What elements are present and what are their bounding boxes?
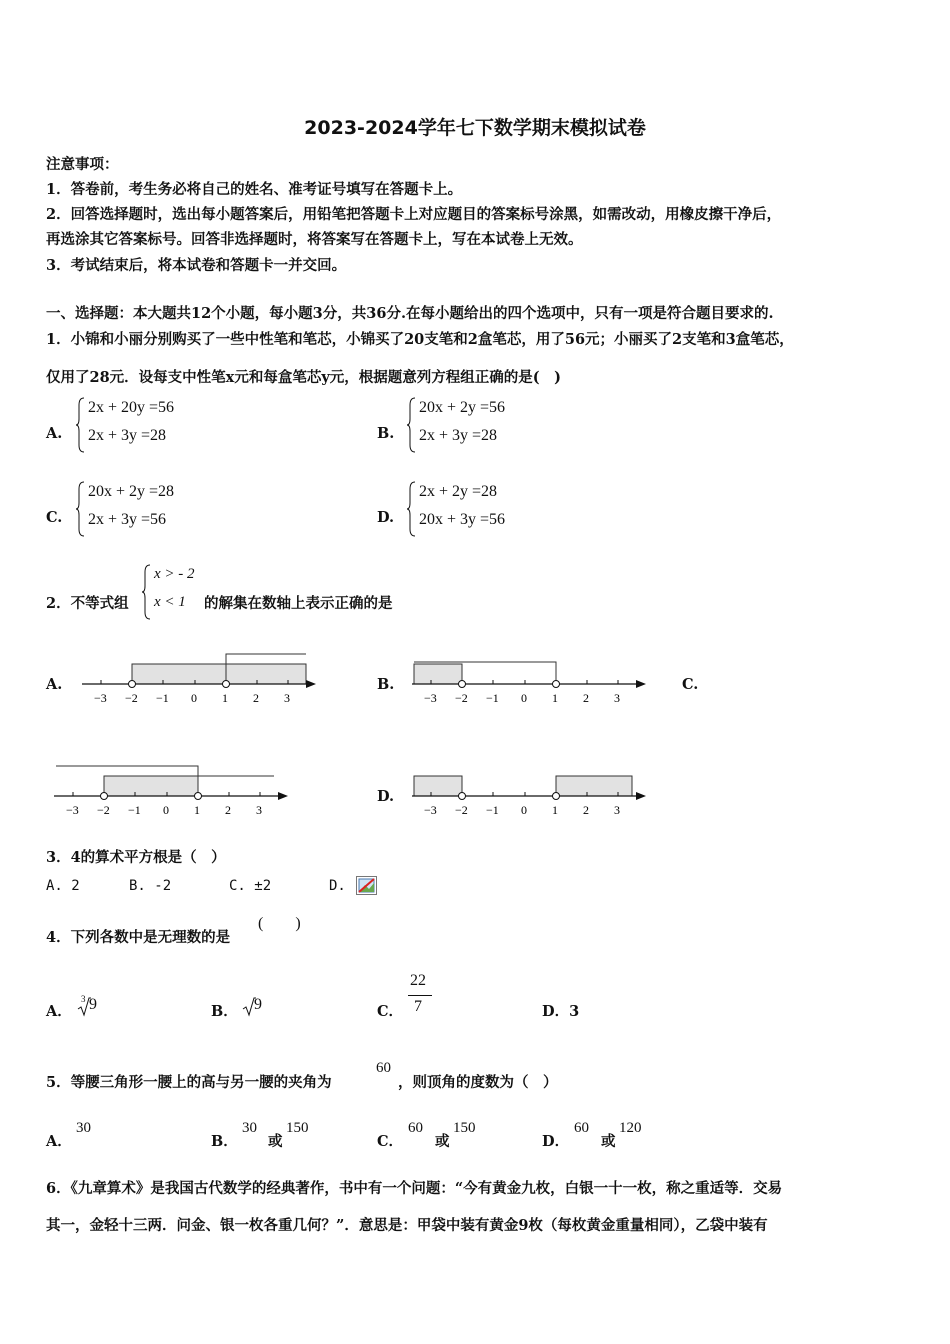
q1-option-c-system bbox=[76, 481, 216, 537]
tick-label: −2 bbox=[125, 691, 138, 705]
shaded-region bbox=[414, 664, 462, 684]
tick-label: −3 bbox=[424, 803, 437, 817]
q4-option-d: D．3 bbox=[542, 1003, 580, 1020]
arrow-icon bbox=[636, 680, 646, 688]
q2-option-c-numberline bbox=[52, 762, 292, 826]
tick-label: −1 bbox=[156, 691, 169, 705]
q4-answer-paren: ( ) bbox=[258, 915, 301, 932]
q5-option-b-or: 或 bbox=[268, 1133, 283, 1150]
q1-option-c-label: C. bbox=[46, 509, 63, 526]
tick-label: 2 bbox=[583, 803, 589, 817]
fraction-bar bbox=[408, 995, 432, 996]
tick-label: −3 bbox=[66, 803, 79, 817]
page-title: 2023-2024学年七下数学期末模拟试卷 bbox=[304, 117, 646, 139]
q2-option-c-label: C. bbox=[682, 676, 699, 693]
tick-label: 1 bbox=[552, 691, 558, 705]
tick-label: −2 bbox=[455, 803, 468, 817]
q2-option-a-label: A. bbox=[46, 676, 63, 693]
radicand: 9 bbox=[254, 996, 262, 1013]
q4-option-a-label: A． bbox=[46, 1003, 72, 1020]
tick-label: 1 bbox=[222, 691, 228, 705]
q1-option-d-system bbox=[407, 481, 547, 537]
q5-option-c-value2: 150 bbox=[453, 1120, 476, 1136]
q5-option-a-label: A． bbox=[46, 1133, 72, 1150]
q1-stem-line2: 仅用了28元．设每支中性笔x元和每盒笔芯y元，根据题意列方程组正确的是( ) bbox=[46, 369, 561, 386]
open-circle bbox=[459, 793, 466, 800]
arrow-icon bbox=[636, 792, 646, 800]
equation: 20x + 3y =56 bbox=[419, 511, 506, 528]
q1-option-a-label: A. bbox=[46, 425, 63, 442]
equation: 2x + 20y =56 bbox=[88, 399, 175, 416]
q1-stem-line1: 1．小锦和小丽分别购买了一些中性笔和笔芯，小锦买了20支笔和2盒笔芯，用了56元；小丽买了2支笔和3盒笔芯， bbox=[46, 331, 794, 348]
open-circle bbox=[223, 681, 230, 688]
brace-icon bbox=[407, 481, 417, 537]
inequality: x > - 2 bbox=[154, 566, 195, 582]
equation: 20x + 2y =28 bbox=[88, 483, 175, 500]
equation: 2x + 3y =28 bbox=[419, 427, 498, 444]
tick-label: 0 bbox=[521, 803, 527, 817]
notice-heading: 注意事项： bbox=[46, 156, 119, 173]
q5-option-b-value1: 30 bbox=[242, 1120, 257, 1136]
q2-option-d-numberline bbox=[410, 762, 655, 826]
numerator: 22 bbox=[410, 972, 426, 989]
open-circle bbox=[195, 793, 202, 800]
q5-option-d-value2: 120 bbox=[619, 1120, 642, 1136]
open-circle bbox=[553, 793, 560, 800]
q3-option-a: A. 2 bbox=[46, 878, 80, 894]
equation: 2x + 3y =56 bbox=[88, 511, 167, 528]
q2-option-a-numberline bbox=[80, 650, 320, 714]
q2-inequality-system bbox=[142, 564, 202, 620]
inequality: x < 1 bbox=[154, 594, 186, 610]
q1-option-a-system bbox=[76, 397, 216, 453]
tick-label: −1 bbox=[128, 803, 141, 817]
tick-label: 1 bbox=[552, 803, 558, 817]
q1-option-d-label: D. bbox=[377, 509, 395, 526]
q5-option-d-or: 或 bbox=[601, 1133, 616, 1150]
tick-label: 1 bbox=[194, 803, 200, 817]
q5-option-a-value: 30 bbox=[76, 1120, 91, 1136]
tick-label: −3 bbox=[424, 691, 437, 705]
notice-item: 3．考试结束后，将本试卷和答题卡一并交回。 bbox=[46, 257, 347, 274]
tick-label: 0 bbox=[521, 691, 527, 705]
q6-stem-line1: 6．《九章算术》是我国古代数学的经典著作，书中有一个问题：“今有黄金九枚，白银一十一枚，称之重适等．交易 bbox=[46, 1180, 783, 1197]
brace-icon bbox=[76, 397, 86, 453]
equation: 2x + 3y =28 bbox=[88, 427, 167, 444]
q5-option-b-value2: 150 bbox=[286, 1120, 309, 1136]
open-circle bbox=[101, 793, 108, 800]
tick-label: 3 bbox=[284, 691, 290, 705]
equation: 2x + 2y =28 bbox=[419, 483, 498, 500]
q3-option-b: B. -2 bbox=[129, 878, 172, 894]
shaded-region bbox=[132, 664, 306, 684]
q5-angle: 60 bbox=[376, 1060, 391, 1076]
brace-icon bbox=[407, 397, 417, 453]
denominator: 7 bbox=[414, 998, 422, 1015]
q6-stem-line2: 其一，金轻十三两．问金、银一枚各重几何？”．意思是：甲袋中装有黄金9枚（每枚黄金重量相同），乙袋中装有 bbox=[46, 1217, 768, 1234]
q3-option-d: D. bbox=[329, 878, 346, 894]
q5-option-d-label: D． bbox=[542, 1133, 570, 1150]
tick-label: −3 bbox=[94, 691, 107, 705]
notice-item: 再选涂其它答案标号。回答非选择题时，将答案写在答题卡上，写在本试卷上无效。 bbox=[46, 231, 583, 248]
tick-label: 3 bbox=[614, 691, 620, 705]
tick-label: 2 bbox=[253, 691, 259, 705]
open-circle bbox=[129, 681, 136, 688]
q2-option-d-label: D. bbox=[377, 788, 395, 805]
section-heading: 一、选择题：本大题共12个小题，每小题3分，共36分.在每小题给出的四个选项中，只有一项是符合题目要求的. bbox=[46, 305, 774, 322]
q2-stem-prefix: 2．不等式组 bbox=[46, 595, 129, 612]
tick-label: 3 bbox=[614, 803, 620, 817]
shaded-region bbox=[556, 776, 632, 796]
q5-option-d-value1: 60 bbox=[574, 1120, 589, 1136]
notice-item: 1．答卷前，考生务必将自己的姓名、准考证号填写在答题卡上。 bbox=[46, 181, 463, 198]
q5-option-c-label: C． bbox=[377, 1133, 404, 1150]
tick-label: 2 bbox=[583, 691, 589, 705]
q3-stem: 3．4的算术平方根是（ ） bbox=[46, 849, 226, 866]
q5-option-c-or: 或 bbox=[435, 1133, 450, 1150]
q4-option-b-sqrt bbox=[242, 995, 272, 1019]
notice-item: 2．回答选择题时，选出每小题答案后，用铅笔把答题卡上对应题目的答案标号涂黑，如需改动，用橡皮擦干净后， bbox=[46, 206, 782, 223]
tick-label: −1 bbox=[486, 691, 499, 705]
brace-icon bbox=[76, 481, 86, 537]
q2-option-b-numberline bbox=[410, 650, 655, 714]
q1-option-b-system bbox=[407, 397, 547, 453]
tick-label: −2 bbox=[455, 691, 468, 705]
arrow-icon bbox=[306, 680, 316, 688]
tick-label: −1 bbox=[486, 803, 499, 817]
open-circle bbox=[459, 681, 466, 688]
q4-option-c-label: C． bbox=[377, 1003, 404, 1020]
shaded-region bbox=[104, 776, 198, 796]
q5-option-c-value1: 60 bbox=[408, 1120, 423, 1136]
q4-stem: 4．下列各数中是无理数的是 bbox=[46, 929, 231, 946]
radicand: 9 bbox=[89, 996, 97, 1013]
q2-option-b-label: B. bbox=[377, 676, 395, 693]
root-index: 3 bbox=[81, 994, 86, 1004]
equation: 20x + 2y =56 bbox=[419, 399, 506, 416]
tick-label: 3 bbox=[256, 803, 262, 817]
q3-option-c: C. ±2 bbox=[229, 878, 272, 894]
q4-option-c-fraction bbox=[408, 972, 438, 1020]
shaded-region bbox=[414, 776, 462, 796]
tick-label: −2 bbox=[97, 803, 110, 817]
q5-stem-post: ，则顶角的度数为（ ） bbox=[398, 1074, 558, 1091]
tick-label: 0 bbox=[191, 691, 197, 705]
q1-option-b-label: B. bbox=[377, 425, 395, 442]
q5-option-b-label: B． bbox=[211, 1133, 238, 1150]
q4-option-b-label: B． bbox=[211, 1003, 238, 1020]
tick-label: 2 bbox=[225, 803, 231, 817]
q2-stem-suffix: 的解集在数轴上表示正确的是 bbox=[204, 595, 393, 612]
q5-stem-pre: 5．等腰三角形一腰上的高与另一腰的夹角为 bbox=[46, 1074, 332, 1091]
tick-label: 0 bbox=[163, 803, 169, 817]
open-circle bbox=[553, 681, 560, 688]
broken-image-icon bbox=[356, 876, 378, 896]
brace-icon bbox=[142, 564, 152, 620]
arrow-icon bbox=[278, 792, 288, 800]
q4-option-a-cuberoot bbox=[77, 995, 107, 1019]
